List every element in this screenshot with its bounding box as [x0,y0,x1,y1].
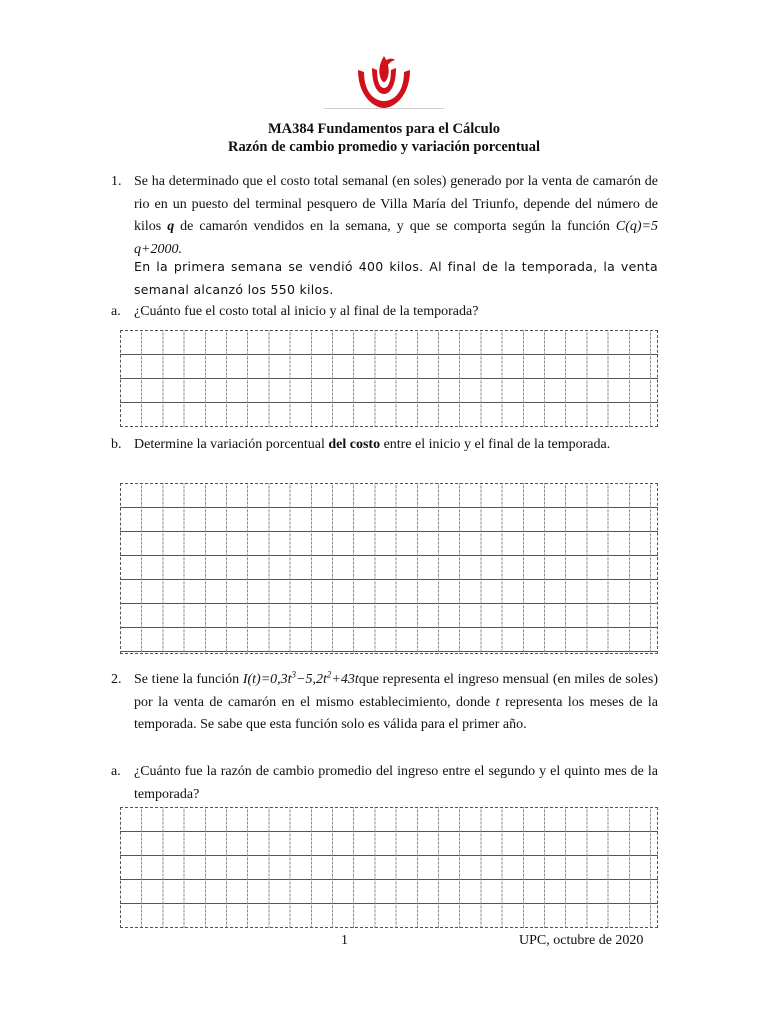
q1-function: C(q)=5 q+2000. [134,219,658,257]
footer-org-date: UPC, octubre de 2020 [519,933,644,948]
q2a-label: a. [111,764,121,779]
q1-context: En la primera semana se vendió 400 kilos. Al final de la temporada, la venta semanal alcanzó los 550 kilos. [134,259,658,297]
q2a-answer-grid[interactable] [120,807,658,928]
upc-logo-icon [324,52,444,110]
q1a-text: ¿Cuánto fue el costo total al inicio y al final de la temporada? [134,304,479,319]
q2-var-t: t [495,694,500,710]
q2-statement: Se tiene la función $I(t)=0,3t^3-5,2t^2+43tque$ representa el ingreso mensual (en miles de soles) por la venta de camarón en el mismo establecimiento, donde t representa los meses de la temporada. Se sabe que esta función solo es válida para el primer año. [134,669,659,732]
q1b-answer-grid[interactable] [120,483,658,654]
q1b-label: b. [111,437,122,452]
page-number: 1 [341,933,348,948]
course-title: MA384 Fundamentos para el Cálculo [268,121,500,137]
q1-statement: Se ha determinado que el costo total semanal (en soles) generado por la venta de camarón de rio en un puesto del terminal pesquero de Villa María del Triunfo, depende del número de kilos q de camarón vendidos en la semana, y que se comporta según la función C(q)=5 q+2000. [134,174,658,257]
q1a-answer-grid[interactable] [120,330,658,427]
topic-title: Razón de cambio promedio y variación porcentual [227,139,540,155]
q2-function: $I(t)=0,3t^3-5,2t^2+43t$ [242,669,359,687]
q1b-text: Determine la variación porcentual del costo entre el inicio y el final de la temporada. [134,437,611,452]
q1-number: 1. [111,174,122,189]
q2-number: 2. [111,672,122,687]
logo-divider [324,108,444,109]
q1a-label: a. [111,304,121,319]
q2a-text: ¿Cuánto fue la razón de cambio promedio del ingreso entre el segundo y el quinto mes de la temporada? [134,764,658,802]
q1-var-q: q [167,219,175,234]
